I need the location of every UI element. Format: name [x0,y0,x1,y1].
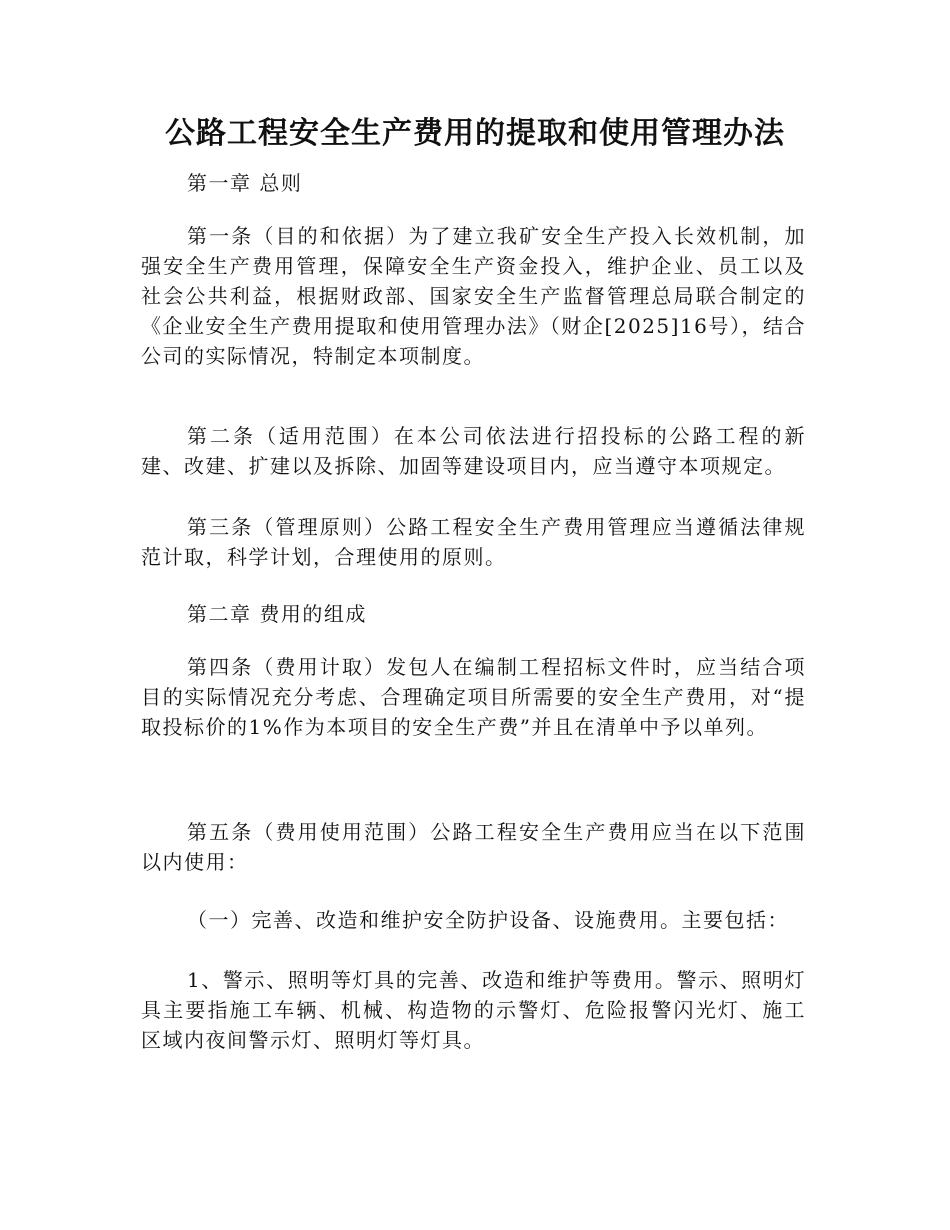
article-4: 第四条（费用计取）发包人在编制工程招标文件时，应当结合项目的实际情况充分考虑、合理确定项目所需要的安全生产费用，对“提取投标价的1%作为本项目的安全生产费”并且在清单中予以单列。 [141,655,806,739]
article-1: 第一条（目的和依据）为了建立我矿安全生产投入长效机制，加强安全生产费用管理，保障安全生产资金投入，维护企业、员工以及社会公共利益，根据财政部、国家安全生产监督管理总局联合制定的《企业安全生产费用提取和使用管理办法》（财企[2025]16号），结合公司的实际情况，特制定本项制度。 [141,224,806,368]
document-title: 公路工程安全生产费用的提取和使用管理办法 [165,116,785,151]
item-1: 1、警示、照明等灯具的完善、改造和维护等费用。警示、照明灯具主要指施工车辆、机械、构造物的示警灯、危险报警闪光灯、施工区域内夜间警示灯、照明灯等灯具。 [141,968,806,1052]
chapter-heading-2: 第二章 费用的组成 [187,602,367,626]
article-5: 第五条（费用使用范围）公路工程安全生产费用应当在以下范围以内使用： [141,820,806,874]
clause-1: （一）完善、改造和维护安全防护设备、设施费用。主要包括： [187,908,789,932]
article-2: 第二条（适用范围）在本公司依法进行招投标的公路工程的新建、改建、扩建以及拆除、加固等建设项目内，应当遵守本项规定。 [141,424,806,478]
chapter-heading-1: 第一章 总则 [187,171,303,195]
article-3: 第三条（管理原则）公路工程安全生产费用管理应当遵循法律规范计取，科学计划，合理使用的原则。 [141,515,806,569]
